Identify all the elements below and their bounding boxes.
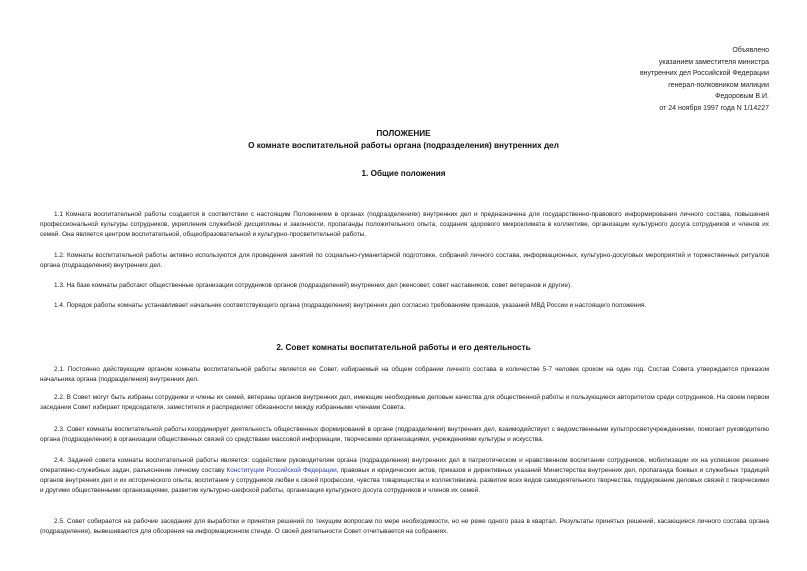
approval-block — [640, 45, 769, 115]
paragraph-2-3: 2.3. Совет комнаты воспитательной работы координирует деятельность общественных формирований в органе (подразделении) внутренних дел, взаимодействует с ведомственными культпросветучреждениями, помогает руководителю органа (подразделения) в организации общественных связей со средствами массовой информации, творческими организациями, учреждениями культуры и искусства. — [40, 426, 769, 443]
paragraph-1-2: 1.2. Комнаты воспитательной работы активно используются для проведения занятий по социально-гуманитарной подготовке, собраний личного состава, информационных, культурно-досуговых мероприятий и торжественных ритуалов органа (подразделения) внутренних дел. — [40, 252, 769, 269]
paragraph-2-4 — [40, 456, 769, 496]
title-subtitle: О комнате воспитательной работы органа (подразделения) внутренних дел — [248, 141, 559, 150]
paragraph-1-1: 1.1 Комната воспитательной работы создается в соответствии с настоящим Положением в органах (подразделениях) внутренних дел и предназначена для государственно-правового информирования личного состава, повышения профессиональной культуры сотрудников, укрепления служебной дисциплины и законности, пропаганды положительного опыта, создания здорового микроклимата в коллективе, организации культурного досуга сотрудников и членов их семей. Она является центром воспитательной, общеобразовательной и культурно-просветительной работы. — [40, 211, 769, 238]
approval-line: от 24 ноября 1997 года N 1/14227 — [659, 104, 769, 112]
paragraph-2-5: 2.5. Совет собирается на рабочие заседания для выработки и принятия решений по текущим вопросам по мере необходимости, но не реже одного раза в квартал. Результаты принятых решений, касающиеся личного состава органа (подразделения), вывешиваются для обозрения на информационном стенде. О своей деятельности Совет отчитывается на собраниях. — [40, 518, 769, 535]
section-1-heading: 1. Общие положения — [361, 169, 446, 178]
constitution-link[interactable]: Конституции Российской Федерации — [226, 467, 337, 474]
approval-line: Объявлено — [732, 47, 769, 54]
paragraph-2-4-text: 2.4. Задачей совета комнаты воспитательной работы является: содействие руководителям органа (подразделения) внутренних дел в патриотическом и нравственном воспитании сотрудников, мобилизации их на успешное решение оперативно-служебных задач, разъяснение личному составу — [40, 457, 769, 474]
paragraph-2-4-text-end: , правовых и юридических актов, приказов и директивных указаний Министерства внутренних дел, пропаганда боевых и служебных традиций органов внутренних дел и их исторического опыта, воспитание у сотрудников любви к своей профессии, чувства товарищества и коллективизма, развитие всех видов самодеятельного творчества, поддержание деловых связей с творческими и другими общественными организациями, развитие культурно-шефской работы, организация культурного досуга сотрудников и членов их семей. — [40, 467, 769, 494]
paragraph-1-3: 1.3. На базе комнаты работают общественные организации сотрудников органов (подразделений) внутренних дел (женсовет, совет наставников, совет ветеранов и другие). — [54, 282, 572, 289]
paragraph-1-4: 1.4. Порядок работы комнаты устанавливает начальник соответствующего органа (подразделения) внутренних дел согласно требованиям приказов, указаний МВД России и настоящего положения. — [54, 302, 647, 309]
approval-line: Федоровым В.И. — [715, 93, 769, 101]
document-title — [0, 128, 807, 152]
paragraph-2-1: 2.1. Постоянно действующим органом комнаты воспитательной работы является ее Совет, избираемый на общем собрании личного состава в количестве 5-7 человек сроком на один год. Состав Совета утверждается приказом начальника органа (подразделения) внутренних дел. — [40, 366, 769, 383]
title-main: ПОЛОЖЕНИЕ — [376, 129, 431, 138]
paragraph-2-2: 2.2. В Совет могут быть избраны сотрудники и члены их семей, ветераны органов внутренних дел, имеющие необходимые деловые качества для общественной работы и пользующиеся авторитетом среди сотрудников. На своем первом заседании Совет избирает председателя, заместителя и распределяет обязанности между избранными членами Совета. — [40, 394, 769, 411]
approval-line: указанием заместителя министра — [658, 58, 769, 66]
section-2-heading: 2. Совет комнаты воспитательной работы и его деятельность — [276, 343, 531, 352]
approval-line: генерал-полковником милиции — [668, 81, 769, 89]
approval-line: внутренних дел Российской Федерации — [639, 70, 769, 78]
